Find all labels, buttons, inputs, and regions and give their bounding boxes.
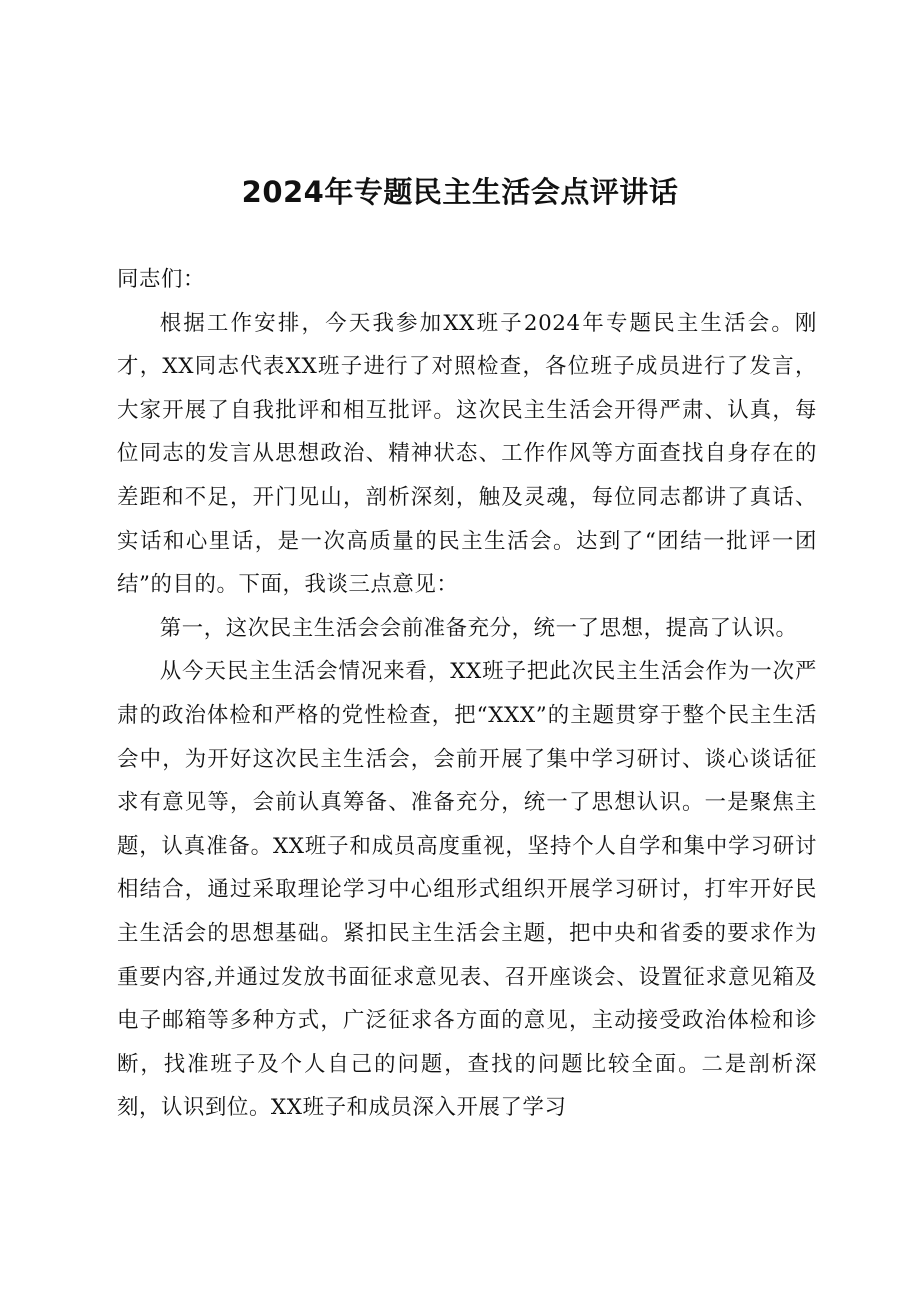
document-title: 2024年专题民主生活会点评讲话 xyxy=(241,175,679,209)
paragraph-point-one-detail: 从今天民主生活会情况来看，XX班子把此次民主生活会作为一次严肃的政治体检和严格的党性检查，把“XXX”的主题贯穿于整个民主生活会中，为开好这次民主生活会，会前开展了集中学习研讨、谈心谈话征求有意见等，会前认真筹备、准备充分，统一了思想认识。一是聚焦主题，认真准备。XX班子和成员高度重视，坚持个人自学和集中学习研讨相结合，通过采取理论学习中心组形式组织开展学习研讨，打牢开好民主生活会的思想基础。紧扣民主生活会主题，把中央和省委的要求作为重要内容,并通过发放书面征求意见表、召开座谈会、设置征求意见箱及电子邮箱等多种方式，广泛征求各方面的意见，主动接受政治体检和诊断，找准班子及个人自己的问题，查找的问题比较全面。二是剖析深刻，认识到位。XX班子和成员深入开展了学习 xyxy=(117,659,817,1121)
paragraph-opening: 根据工作安排，今天我参加XX班子2024年专题民主生活会。刚才，XX同志代表XX班子进行了对照检查，各位班子成员进行了发言，大家开展了自我批评和相互批评。这次民主生活会开得严肃、认真，每位同志的发言从思想政治、精神状态、工作作风等方面查找自身存在的差距和不足，开门见山，剖析深刻，触及灵魂，每位同志都讲了真话、实话和心里话，是一次高质量的民主生活会。达到了“团结一批评一团结”的目的。下面，我谈三点意见： xyxy=(117,310,817,598)
document-body xyxy=(117,258,817,1130)
salutation: 同志们： xyxy=(117,267,205,292)
paragraph-point-one-heading: 第一，这次民主生活会会前准备充分，统一了思想，提高了认识。 xyxy=(159,615,798,641)
